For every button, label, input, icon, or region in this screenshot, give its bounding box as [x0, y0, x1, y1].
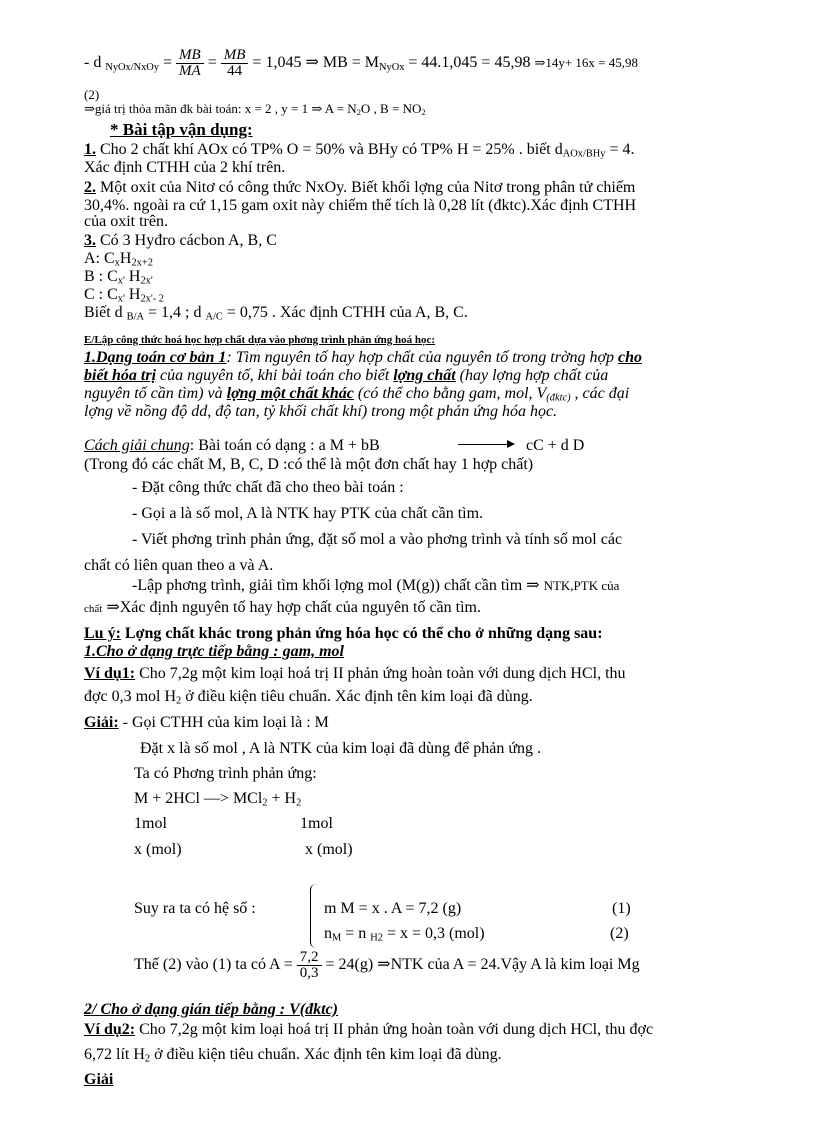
reaction-equation: M + 2HCl —> $MCl_2 + H_2$: [134, 790, 302, 809]
reaction-products: cC + d D: [526, 437, 585, 454]
equation-number: (2): [84, 87, 100, 102]
example-2: Ví dụ2: Cho 7,2g một kim loại hoá trị II phản ứng hoàn toàn với dung dịch HCl, thu đợc: [84, 1021, 654, 1038]
system-intro: Suy ra ta có hệ số :: [134, 900, 256, 917]
mol-x-left: x (mol): [134, 841, 182, 858]
system-eq-1: m M = x . A = 7,2 (g): [324, 900, 462, 917]
step-4: -Lập phơng trình, giải tìm khối lợng mol (M(g)) chất cần tìm ⇒ NTK,PTK của: [132, 577, 620, 594]
step-1: - Đặt công thức chất đã cho theo bài toán :: [132, 479, 404, 496]
step-3-line-2: chất có liên quan theo a và A.: [84, 557, 274, 574]
result-line: ⇒giá trị thỏa mãn đk bài toán: x = 2 , y = 1 ⇒ $A = N_2O$ , $B = NO_2$: [84, 101, 426, 118]
section-heading-exercises: * Bài tập vận dụng:: [110, 120, 253, 139]
fraction-mb-ma: $\frac{MB}{MA}$: [176, 48, 204, 79]
reaction-arrow-icon: [458, 444, 513, 445]
section-heading-e: E/Lập công thức hoá học hợp chất dựa vào phơng trình phản ứng hoá học:: [84, 334, 436, 346]
example-1-line-2: đợc 0,3 mol $H_2$ ở điều kiện tiêu chuẩn. Xác định tên kim loại đã dùng.: [84, 688, 533, 707]
exercise-2-line-2: 30,4%. ngoài ra cứ 1,15 gam oxit này chiếm thể tích là 0,28 lít (đktc).Xác định CTHH: [84, 197, 637, 214]
mol-ratio-left: 1mol: [134, 815, 167, 832]
example-1: Ví dụ1: Cho 7,2g một kim loại hoá trị II phản ứng hoàn toàn với dung dịch HCl, thu: [84, 665, 626, 682]
general-method: Cách giải chung: Bài toán có dạng : a M + bB: [84, 437, 380, 454]
note-heading: Lu ý: Lợng chất khác trong phản ứng hóa học có thể cho ở những dạng sau:: [84, 625, 603, 642]
example-2-line-2: 6,72 lít $H_2$ ở điều kiện tiêu chuẩn. Xác định tên kim loại đã dùng.: [84, 1046, 502, 1065]
basic-type-1-line-1: 1.Dạng toán cơ bản 1: Tìm nguyên tố hay hợp chất của nguyên tố trong trờng hợp cho: [84, 349, 643, 366]
formula-c: C : $C_{x'}$ $H_{2x'- 2}$: [84, 286, 164, 305]
basic-type-1-line-2: biết hóa trị của nguyên tố, khi bài toán cho biết lợng chất (hay lợng hợp chất của: [84, 367, 609, 384]
step-3: - Viết phơng trình phản ứng, đặt số mol a vào phơng trình và tính số mol các: [132, 531, 623, 548]
exercise-3-given: Biết d $_{B/A}$ = 1,4 ; d $_{A/C}$ = 0,75 . Xác định CTHH của A, B, C.: [84, 304, 468, 323]
mol-ratio-right: 1mol: [300, 815, 333, 832]
exercise-1: 1. Cho 2 chất khí AOx có TP% O = 50% và BHy có TP% H = 25% . biết $d_{AOx/BHy} = 4$.: [84, 141, 635, 160]
exercise-3: 3. Có 3 Hyđro cácbon A, B, C: [84, 232, 277, 249]
left-brace-icon: [310, 884, 319, 948]
system-eq-1-number: (1): [612, 900, 631, 917]
subheading-indirect: 2/ Cho ở dạng gián tiếp bằng : V(đktc): [84, 1001, 338, 1018]
formula-line-1: - d $_{NyOx/NxOy}$ = $\frac{MB}{MA}$ = $\frac{MB}{44}$ = 1,045 ⇒ MB = $M_{NyOx} = 44.1,045 = 45,98$ ⇒14y+ 16x = 45,98: [84, 47, 639, 79]
system-eq-2: $n_M = n$ $_{H2}$ = x = 0,3 (mol): [324, 925, 485, 944]
solution-1: Giải: - Gọi CTHH của kim loại là : M: [84, 714, 329, 731]
fraction-mb-44: $\frac{MB}{44}$: [221, 48, 249, 79]
solution-2-heading: Giải: [84, 1071, 114, 1088]
basic-type-1-line-4: lợng về nồng độ dd, độ tan, tỷ khối chất khí) trong một phản ứng hóa học.: [84, 403, 558, 420]
formula-a: A: $C_xH_{2x+2}$: [84, 250, 153, 269]
step-4-line-2: chất ⇒Xác định nguyên tố hay hợp chất của nguyên tố cần tìm.: [84, 599, 481, 616]
exercise-2: 2. Một oxit của Nitơ có công thức NxOy. Biết khối lợng của Nitơ trong phân tử chiếm: [84, 179, 636, 196]
step-2: - Gọi a là số mol, A là NTK hay PTK của chất cần tìm.: [132, 505, 484, 522]
exercise-1-line-2: Xác định CTHH của 2 khí trên.: [84, 159, 286, 176]
mol-x-right: x (mol): [305, 841, 353, 858]
basic-type-1-line-3: nguyên tố cần tìm) và lợng một chất khác (có thể cho bằng gam, mol, $V_{(đktc)}$ , các đại: [84, 385, 630, 404]
system-eq-2-number: (2): [610, 925, 629, 942]
fraction-7-2-over-0-3: $\frac{7,2}{0,3}$: [297, 950, 322, 981]
solution-1-line-3: Ta có Phơng trình phản ứng:: [134, 765, 317, 782]
substitution-line: Thế (2) vào (1) ta có A = $\frac{7,2}{0,3}$ = 24(g) ⇒NTK của A = 24.Vậy A là kim loại Mg: [134, 949, 640, 981]
formula-b: B : $C_{x'}$ $H_{2x'}$: [84, 268, 153, 287]
solution-1-line-2: Đặt x là số mol , A là NTK của kim loại đã dùng để phản ứng .: [140, 740, 542, 757]
subheading-direct: 1.Cho ở dạng trực tiếp bằng : gam, mol: [84, 643, 344, 660]
general-note: (Trong đó các chất M, B, C, D :có thể là một đơn chất hay 1 hợp chất): [84, 456, 534, 473]
exercise-2-line-3: của oxit trên.: [84, 213, 168, 230]
